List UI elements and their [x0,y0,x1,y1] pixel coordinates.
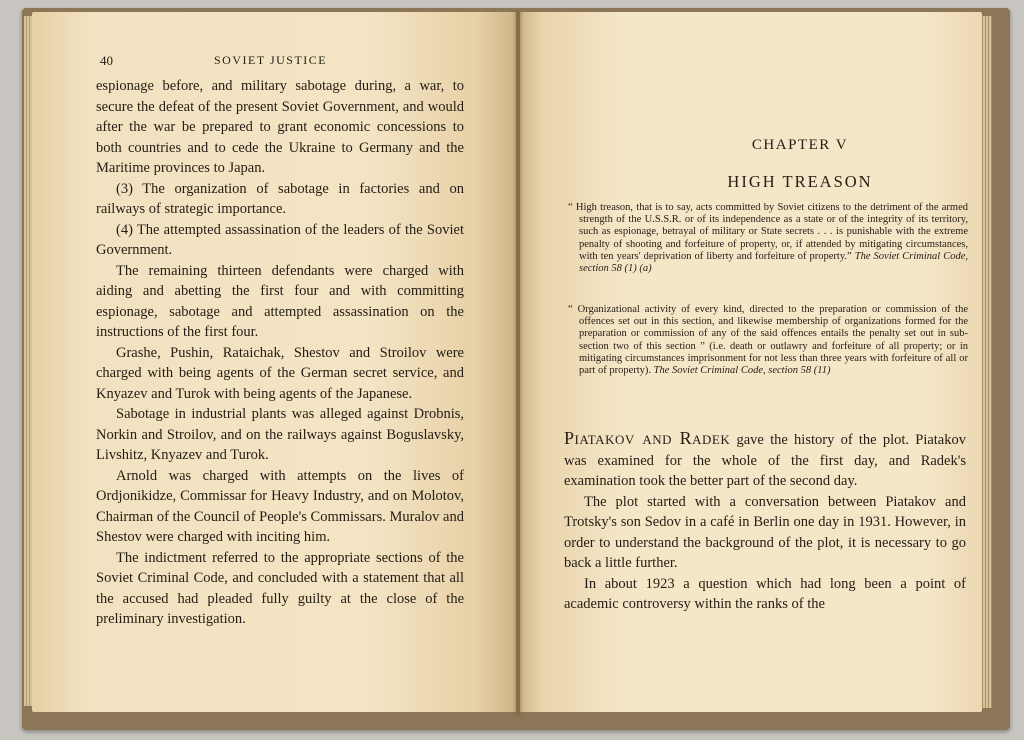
right-page [520,12,982,712]
left-body-text [96,76,464,630]
epigraph-text: “ High treason, that is to say, acts committed by Soviet citizens to the detriment of the armed strength of the U.S.S.R. or of its independence as a state or of the integrity of its territory, such as espionage, betrayal of military or State secrets . . . is punishable with the extreme penalty of shooting and forfeiture of property, or, if attended by mitigating circumstances, with ten years' deprivation of liberty and forfeiture of property.” [568,202,968,262]
paragraph: The indictment referred to the appropriate sections of the Soviet Criminal Code, and concluded with a statement that all the accused had pleaded fully guilty at the close of the preliminary investigation. [96,549,464,627]
book-gutter [512,10,524,716]
epigraph [568,202,968,275]
paragraph: In about 1923 a question which had long been a point of academic controversy within the ranks of the [564,575,966,612]
running-head: SOVIET JUSTICE [214,53,328,67]
page-number: 40 [100,53,113,68]
lead-small-caps: Piatakov and Radek [564,428,731,448]
right-body-text [564,428,966,615]
paragraph: Grashe, Pushin, Rataichak, Shestov and Stroilov were charged with being agents of the German secret service, and Knyazev and Turok with being agents of the Japanese. [96,344,464,402]
paragraph: The plot started with a conversation between Piatakov and Trotsky's son Sedov in a café in Berlin one day in 1931. However, in order to understand the background of the plot, it is necessary to go back a little further. [564,493,966,571]
lead-rest: gave the history of the plot. Piatakov was examined for the whole of the first day, and Radek's examination took the better part of the second day. [564,432,966,489]
paragraph: (3) The organization of sabotage in factories and on railways of strategic importance. [96,180,464,217]
epigraph-citation: The Soviet Criminal Code, section 58 (1) (a) [579,250,968,275]
chapter-number: CHAPTER V [751,137,849,153]
chapter-title: HIGH TREASON [727,172,873,191]
epigraph-citation: The Soviet Criminal Code, section 58 (11) [653,365,831,377]
paragraph [564,428,966,492]
epigraph-text: “ Organizational activity of every kind, directed to the preparation or commission of the offences set out in this section, and likewise membership of organizations formed for the preparation or commission of any of the said offences entails the penalty set out in sub-section two of this section ” (i.e. death or outlawry and forfeiture of all property; or in mitigating circumstances imprisonment for not less than three years with forfeiture of all or part of property). [568,304,968,377]
paragraph: Arnold was charged with attempts on the lives of Ordjonikidze, Commissar for Heavy Industry, and on Molotov, Chairman of the Council of People's Commissars. Muralov and Shestov were charged with inciting him. [96,467,464,545]
paragraph: espionage before, and military sabotage during, a war, to secure the defeat of the present Soviet Government, and would after the war be prepared to grant economic concessions to both countries and to cede the Ukraine to Germany and the Maritime provinces to Japan. [96,78,464,176]
paragraph: The remaining thirteen defendants were charged with aiding and abetting the first four and with committing espionage, sabotage and attempted assassination on the instructions of the first four. [96,262,464,340]
paragraph: (4) The attempted assassination of the leaders of the Soviet Government. [96,221,464,258]
paragraph: Sabotage in industrial plants was alleged against Drobnis, Norkin and Stroilov, and on the railways against Boguslavsky, Livshitz, Knyazev and Turok. [96,406,464,463]
epigraph [568,304,968,377]
left-page [32,12,516,712]
